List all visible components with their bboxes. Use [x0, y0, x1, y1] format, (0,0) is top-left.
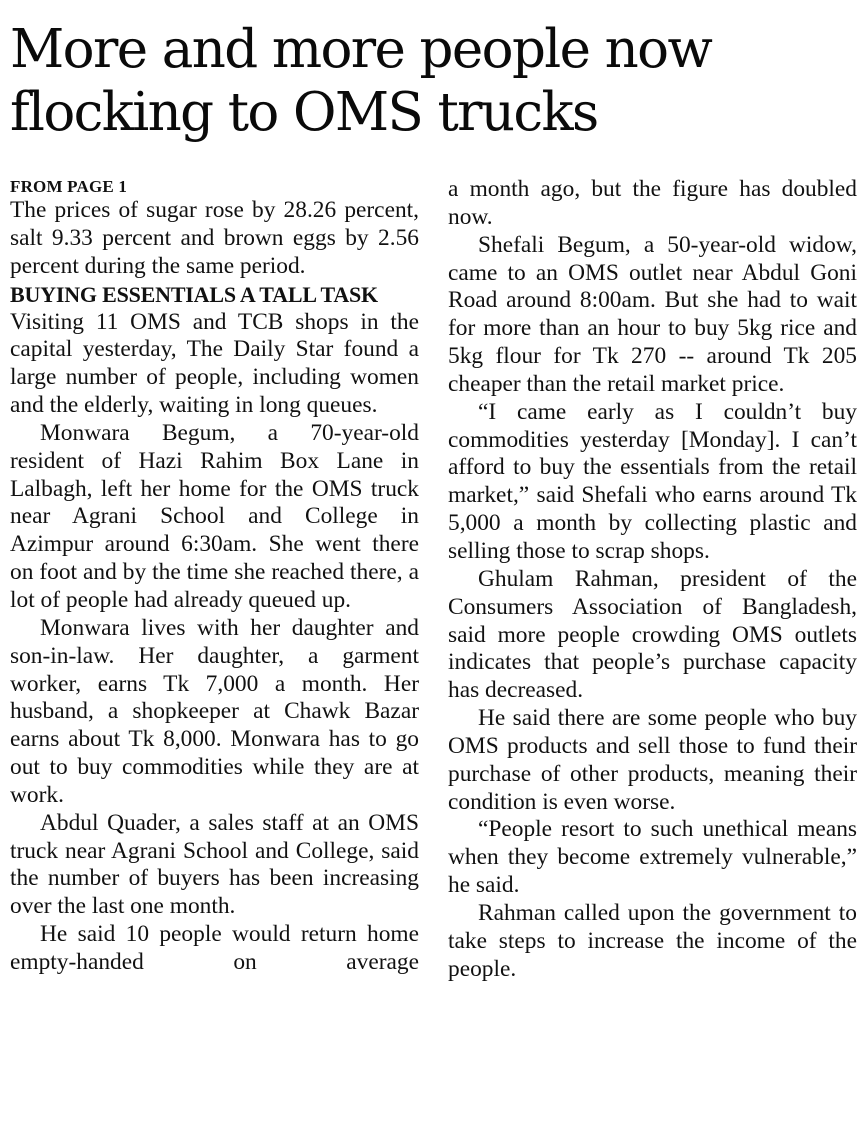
headline	[10, 18, 860, 144]
paragraph: Rahman called upon the government to take steps to increase the income of the people.	[448, 899, 857, 982]
dateline: FROM PAGE 1	[10, 177, 128, 196]
paragraph: a month ago, but the figure has doubled now.	[448, 176, 857, 230]
paragraph: He said 10 people would return home empty-handed on average	[10, 921, 419, 975]
paragraph: Abdul Quader, a sales staff at an OMS truck near Agrani School and College, said the number of buyers has been increasing over the last one month.	[10, 809, 419, 920]
subhead: BUYING ESSENTIALS A TALL TASK	[10, 281, 378, 307]
paragraph: “People resort to such unethical means when they become extremely vulnerable,” he said.	[448, 816, 857, 899]
paragraph: He said there are some people who buy OMS products and sell those to fund their purchase of other products, meaning their condition is even worse.	[448, 705, 857, 815]
paragraph: The prices of sugar rose by 28.26 percent, salt 9.33 percent and brown eggs by 2.56 percent during the same period.	[10, 197, 419, 279]
paragraph: Visiting 11 OMS and TCB shops in the capital yesterday, The Daily Star found a large number of people, including women and the elderly, waiting in long queues.	[10, 308, 419, 419]
paragraph: Monwara lives with her daughter and son-in-law. Her daughter, a garment worker, earns Tk 7,000 a month. Her husband, a shopkeeper at Chawk Bazar earns about Tk 8,000. Monwara has to go out to buy commodities while they are at work.	[10, 614, 419, 808]
paragraph: “I came early as I couldn’t buy commodities yesterday [Monday]. I can’t afford to buy the essentials from the retail market,” said Shefali who earns around Tk 5,000 a month by collecting plastic and selling those to scrap shops.	[448, 398, 857, 564]
headline-line-1: More and more people now	[10, 19, 712, 80]
paragraph: Ghulam Rahman, president of the Consumers Association of Bangladesh, said more people crowding OMS outlets indicates that people’s purchase capacity has decreased.	[448, 565, 857, 704]
right-column	[448, 176, 857, 983]
paragraph: Shefali Begum, a 50-year-old widow, came to an OMS outlet near Abdul Goni Road around 8:00am. But she had to wait for more than an hour to buy 5kg rice and 5kg flour for Tk 270 -- around Tk 205 cheaper than the retail market price.	[448, 231, 857, 397]
paragraph: Monwara Begum, a 70-year-old resident of Hazi Rahim Box Lane in Lalbagh, left her home for the OMS truck near Agrani School and College in Azimpur around 6:30am. She went there on foot and by the time she reached there, a lot of people had already queued up.	[10, 419, 419, 613]
headline-line-2: flocking to OMS trucks	[10, 82, 598, 143]
left-column	[10, 176, 419, 977]
